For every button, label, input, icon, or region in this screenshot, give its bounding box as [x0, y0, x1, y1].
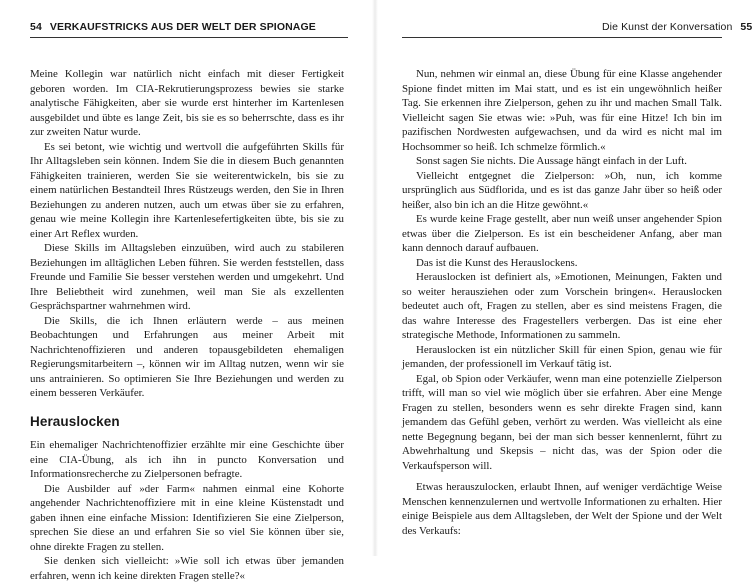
- paragraph: Die Skills, die ich Ihnen erläutern werde – aus meinen Beobachtungen und Erfahrungen aus meiner Arbeit mit Nachrichtenoffizieren und anderen topausgebildeten ehemaligen Regierungsmitarbeitern –, können wir im Alltag nutzen, wenn wir sie uns antrainieren. So optimieren Sie Ihre Beziehungen und werden zu einem besseren Verkäufer.: [30, 314, 344, 399]
- paragraph: Herauslocken ist ein nützlicher Skill für einen Spion, genau wie für jemanden, der professionell im Verkauf tätig ist.: [402, 343, 722, 370]
- paragraph: Sonst sagen Sie nichts. Die Aussage hängt einfach in der Luft.: [416, 155, 687, 167]
- right-running-header: [602, 21, 752, 33]
- section-heading: Herauslocken: [30, 413, 120, 429]
- paragraph: Meine Kollegin war natürlich nicht einfach mit dieser Fertigkeit geboren worden. Im CIA-Rekrutierungsprozess bewies sie starke analytische Fähigkeiten, aber sie wurde erst hinterher im Kartenlesen ausgebildet und übte es lange Zeit, bis sie es so beherrschte, dass es ihr zur zweiten Natur wurde.: [30, 68, 344, 138]
- left-page-body: [30, 67, 344, 583]
- paragraph: Diese Skills im Alltagsleben einzuüben, wird auch zu stabileren Beziehungen im alltäglichen Leben führen. Sie werden feststellen, dass Freunde und Familie Sie besser verstehen werden und umgekehrt. Und Ihre Beliebtheit wird zunehmen, weil man Sie als exzellenten Gesprächspartner wahrnehmen wird.: [30, 242, 344, 312]
- left-header-rule: [30, 37, 348, 38]
- paragraph: Es sei betont, wie wichtig und wertvoll die aufgeführten Skills für Ihr Alltagsleben sein können. Indem Sie die in diesem Buch genannten Fähigkeiten trainieren, werden Sie sie weiterentwickeln, bis sie zu einem natürlichen Bestandteil Ihres Rüstzeugs werden, den Sie in Ihren Beziehungen zu anderen nutzen, auch um etwas über sie zu erfahren, genau wie meine Kollegin ihre Kartenlesefertigkeiten übte, bis sie zu einer Art Reflex wurden.: [30, 140, 344, 240]
- paragraph: Nun, nehmen wir einmal an, diese Übung für eine Klasse angehender Spione findet mitten im Mai statt, und es ist ein ungewöhnlich heißer Tag. Sie erkennen ihre Zielperson, gehen zu ihr und machen Small Talk. Vielleicht sagen Sie etwas wie: »Puh, was für eine Hitze! Ich bin im pazifischen Nordwesten aufgewachsen, und da wird es nicht mal im Hochsommer so heiß. Ich schmelze förmlich.«: [402, 68, 722, 153]
- paragraph: Etwas herauszulocken, erlaubt Ihnen, auf weniger verdächtige Weise Menschen kennenzulernen und wertvolle Informationen zu erhalten. Hier einige Beispiele aus dem Alltagsleben, der Welt der Spione und der Welt des Verkaufs:: [402, 481, 722, 537]
- paragraph: Das ist die Kunst des Herauslockens.: [416, 256, 578, 269]
- right-header-rule: [402, 37, 722, 38]
- paragraph: Vielleicht entgegnet die Zielperson: »Oh, nun, ich komme ursprünglich aus Südflorida, und es ist das ganze Jahr über so heiß oder heißer, also bin ich an die Hitze gewöhnt.«: [402, 169, 722, 211]
- paragraph: Herauslocken ist definiert als, »Emotionen, Meinungen, Fakten und so weiter herausziehen oder zum Vorschein bringen«. Herauslocken bedeutet auch oft, Fragen zu stellen, aber es sind meistens Fragen, die das wahre Interesse des Fragestellers verbergen. Das ist eine eher strategische Methode, Informationen zu sammeln.: [402, 271, 722, 341]
- left-running-header: [30, 21, 316, 33]
- right-page-number: 55: [740, 21, 752, 33]
- paragraph: Sie denken sich vielleicht: »Wie soll ich etwas über jemanden erfahren, wenn ich keine direkten Fragen stelle?«: [30, 555, 344, 582]
- paragraph: Es wurde keine Frage gestellt, aber nun weiß unser angehender Spion etwas über die Zielperson. Es ist ein bescheidener Anfang, aber man kann dennoch darauf aufbauen.: [402, 213, 722, 254]
- left-page-number: 54: [30, 21, 42, 33]
- paragraph: Die Ausbilder auf »der Farm« nahmen einmal eine Kohorte angehender Nachrichtenoffiziere mit in eine kleine Küstenstadt und gaben ihnen eine einfache Mission: Identifizieren Sie eine Zielperson, sprechen Sie diese an und erfahren Sie so viel Sie können über sie, ohne direkte Fragen zu stellen.: [30, 482, 344, 553]
- left-running-title: VERKAUFSTRICKS AUS DER WELT DER SPIONAGE: [49, 21, 316, 33]
- right-running-title: Die Kunst der Konversation: [602, 21, 733, 33]
- paragraph: Egal, ob Spion oder Verkäufer, wenn man eine potenzielle Zielperson trifft, will man so viel wie möglich über sie erfahren. Aber eine Menge Fragen zu stellen, besonders wenn es sehr direkte Fragen sind, kann jemandem das Gefühl geben, verhört zu werden. Was vielleicht als eine nette Begegnung begann, bei der man sich besser kennenlernt, führt zu Abwehrhaltung und Skepsis – nicht das, was der Spion oder die Verkaufsperson will.: [402, 372, 722, 472]
- right-page-body: [402, 67, 722, 538]
- paragraph: Ein ehemaliger Nachrichtenoffizier erzählte mir eine Geschichte über eine CIA-Übung, als ich ihn in puncto Konversation und Informationsrecherche zu Zielpersonen befragte.: [30, 439, 344, 480]
- left-page: [0, 0, 375, 582]
- right-page: [375, 0, 750, 556]
